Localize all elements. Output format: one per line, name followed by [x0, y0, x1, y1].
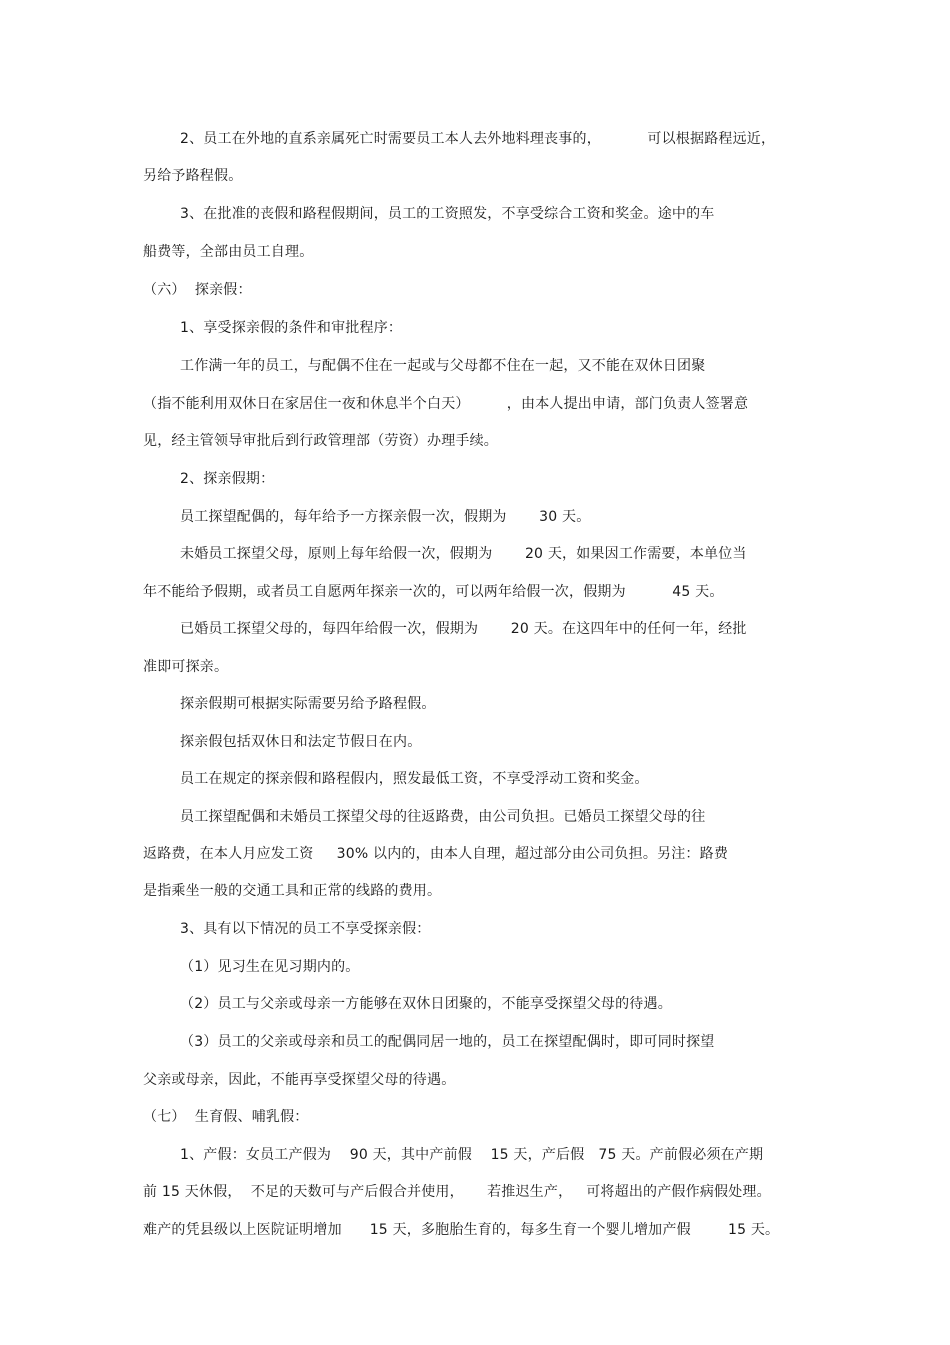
list-item: （2）员工与父亲或母亲一方能够在双休日团聚的，不能享受探望父母的待遇。	[180, 996, 672, 1012]
section-heading: （六） 探亲假：	[143, 282, 252, 298]
text-line: 是指乘坐一般的交通工具和正常的线路的费用。	[143, 883, 442, 899]
text-line: 3、具有以下情况的员工不享受探亲假：	[180, 921, 431, 937]
text-line: 已婚员工探望父母的，每四年给假一次，假期为 20 天。在这四年中的任何一年，经批	[180, 621, 747, 637]
text-line: 难产的凭县级以上医院证明增加 15 天，多胞胎生育的，每多生育一个婴儿增加产假 15 天。	[143, 1222, 780, 1238]
text-line: 2、探亲假期：	[180, 471, 275, 487]
text-line: （指不能利用双休日在家居住一夜和休息半个白天） ，由本人提出申请，部门负责人签署意	[143, 396, 749, 412]
list-item: （3）员工的父亲或母亲和员工的配偶同居一地的，员工在探望配偶时，即可同时探望	[180, 1034, 715, 1050]
section-heading: （七） 生育假、哺乳假：	[143, 1109, 309, 1125]
text-line: 员工探望配偶的，每年给予一方探亲假一次，假期为 30 天。	[180, 509, 591, 525]
text-line: 员工在规定的探亲假和路程假内，照发最低工资，不享受浮动工资和奖金。	[180, 771, 649, 787]
text-line: 前 15 天休假， 不足的天数可与产后假合并使用， 若推迟生产， 可将超出的产假作病假处理。	[143, 1184, 771, 1200]
text-line: 准即可探亲。	[143, 659, 229, 675]
text-line: 探亲假期可根据实际需要另给予路程假。	[180, 696, 436, 712]
text-line: 探亲假包括双休日和法定节假日在内。	[180, 734, 422, 750]
text-line: 3、在批准的丧假和路程假期间，员工的工资照发，不享受综合工资和奖金。途中的车	[180, 206, 715, 222]
text-line: 父亲或母亲，因此，不能再享受探望父母的待遇。	[143, 1072, 456, 1088]
list-item: （1）见习生在见习期内的。	[180, 959, 360, 975]
text-line: 返路费，在本人月应发工资 30% 以内的，由本人自理，超过部分由公司负担。另注：路费	[143, 846, 729, 862]
text-line: 1、享受探亲假的条件和审批程序：	[180, 320, 403, 336]
text-line: 另给予路程假。	[143, 168, 243, 184]
text-line: 船费等，全部由员工自理。	[143, 244, 314, 260]
text-line: 未婚员工探望父母，原则上每年给假一次，假期为 20 天，如果因工作需要，本单位当	[180, 546, 747, 562]
text-line: 工作满一年的员工，与配偶不住在一起或与父母都不住在一起，又不能在双休日团聚	[180, 358, 706, 374]
text-line: 年不能给予假期，或者员工自愿两年探亲一次的，可以两年给假一次，假期为 45 天。	[143, 584, 724, 600]
text-line: 员工探望配偶和未婚员工探望父母的往返路费，由公司负担。已婚员工探望父母的往	[180, 809, 706, 825]
text-line: 见，经主管领导审批后到行政管理部（劳资）办理手续。	[143, 433, 498, 449]
text-line: 2、员工在外地的直系亲属死亡时需要员工本人去外地料理丧事的， 可以根据路程远近，	[180, 131, 776, 147]
text-line: 1、产假：女员工产假为 90 天，其中产前假 15 天，产后假 75 天。产前假必须在产期	[180, 1147, 764, 1163]
